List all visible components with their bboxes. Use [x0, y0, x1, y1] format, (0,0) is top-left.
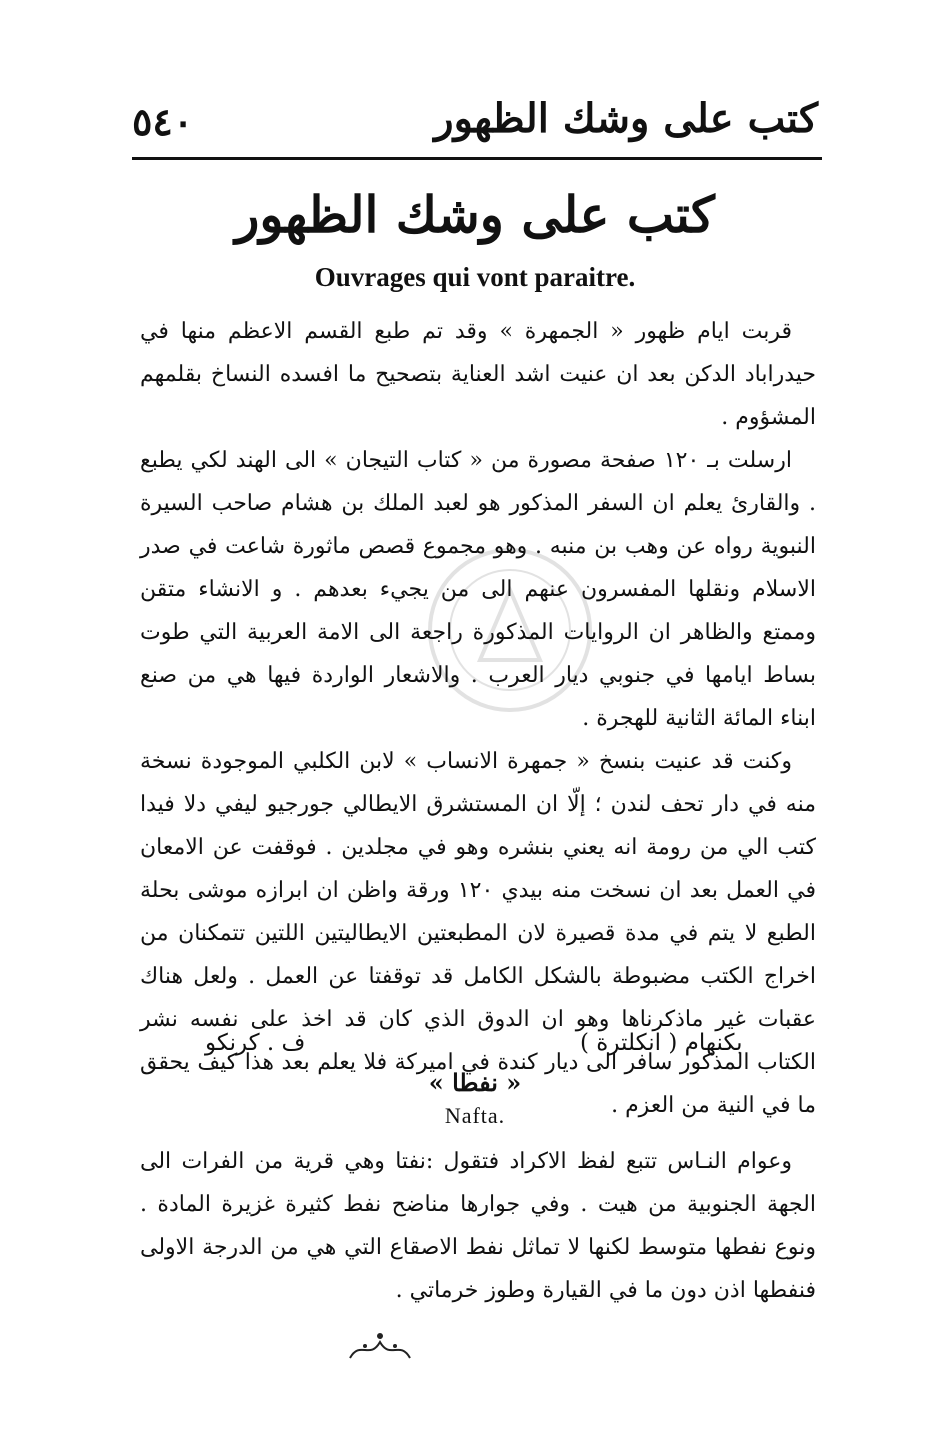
article-subtitle-french: Ouvrages qui vont paraitre.: [314, 262, 636, 292]
section-paragraph: وعوام النـاس تتبع لفظ الاكراد فتقول :نفتا وهي قرية من الفرات الى الجهة الجنوبية من هيت . وفي جوارها مناضح نفط كثيرة غزيرة المادة . ونوع نفطها متوسط لكنها لا تماثل نفط الاصقاع التي هي من الدرجة الاولى فنفطها اذن دون ما في القيارة وطوز خرماتي .: [140, 1149, 816, 1303]
end-ornament-icon: [345, 1330, 415, 1364]
paragraph-3: وكنت قد عنيت بنسخ « جمهرة الانساب » لابن الكلبي الموجودة نسخة منه في دار تحف لندن ؛ إلّا ان المستشرق الايطالي جورجيو ليفي دلا فيدا كتب الي من رومة انه يعني بنشره وهو في مجلدين . فوقفت عن الامعان في العمل بعد ان نسخت منه بيدي ١٢٠ ورقة واظن ان ابرازه موشى بحلة الطبع لا يتم في مدة قصيرة لان المطبعتين الايطاليتين اللتين تتمكنان من اخراج الكتب مضبوطة بالشكل الكامل قد توقفتا عن العمل . ولعل هناك عقبات غير ماذكرناها وهو ان الدوق الذي كان قد اخذ على نفسه نشر الكتاب المذكور سافر الى ديار كندة في اميركة فلا يعلم بعد هذا كيف يحقق ما في النية من العزم .: [140, 749, 817, 1118]
article-title: كتب على وشك الظهور: [235, 185, 715, 244]
paragraph-1: قربت ايام ظهور « الجمهرة » وقد تم طبع القسم الاعظم منها في حيدراباد الدكن بعد ان عنيت اشد العناية بتصحيح ما افسده النساخ بقلمهم المشؤوم .: [140, 319, 816, 430]
section-title: « نفطا »: [428, 1068, 522, 1097]
page-number: ٥٤٠: [132, 99, 194, 144]
page-header: [132, 95, 818, 155]
signature-place: بكنهام ( انكلترة ): [580, 1030, 743, 1056]
paragraph-2: ارسلت بـ ١٢٠ صفحة مصورة من « كتاب التيجان » الى الهند لكي يطبع . والقارئ يعلم ان السفر المذكور هو لعبد الملك بن هشام صاحب السيرة النبوية رواه عن وهب بن منبه . وهو مجموع قصص ماثورة شاعت في صدر الاسلام ونقلها المفسرون عنهم الى من يجيء بعدهم . و الانشاء متقن وممتع والظاهر ان الروايات المذكورة راجعة الى الامة العربية التي طوت بساط ايامها في جنوبي ديار العرب . والاشعار الواردة فيها هي من صنع ابناء المائة الثانية للهجرة .: [140, 448, 816, 731]
header-rule: [132, 157, 822, 160]
running-title: كتب على وشك الظهور: [434, 95, 818, 142]
section-body: [140, 1140, 816, 1312]
article-body: [140, 310, 816, 1127]
section-subtitle-latin: Nafta.: [444, 1103, 506, 1128]
signature-author: ف . كرنكو: [205, 1030, 306, 1056]
